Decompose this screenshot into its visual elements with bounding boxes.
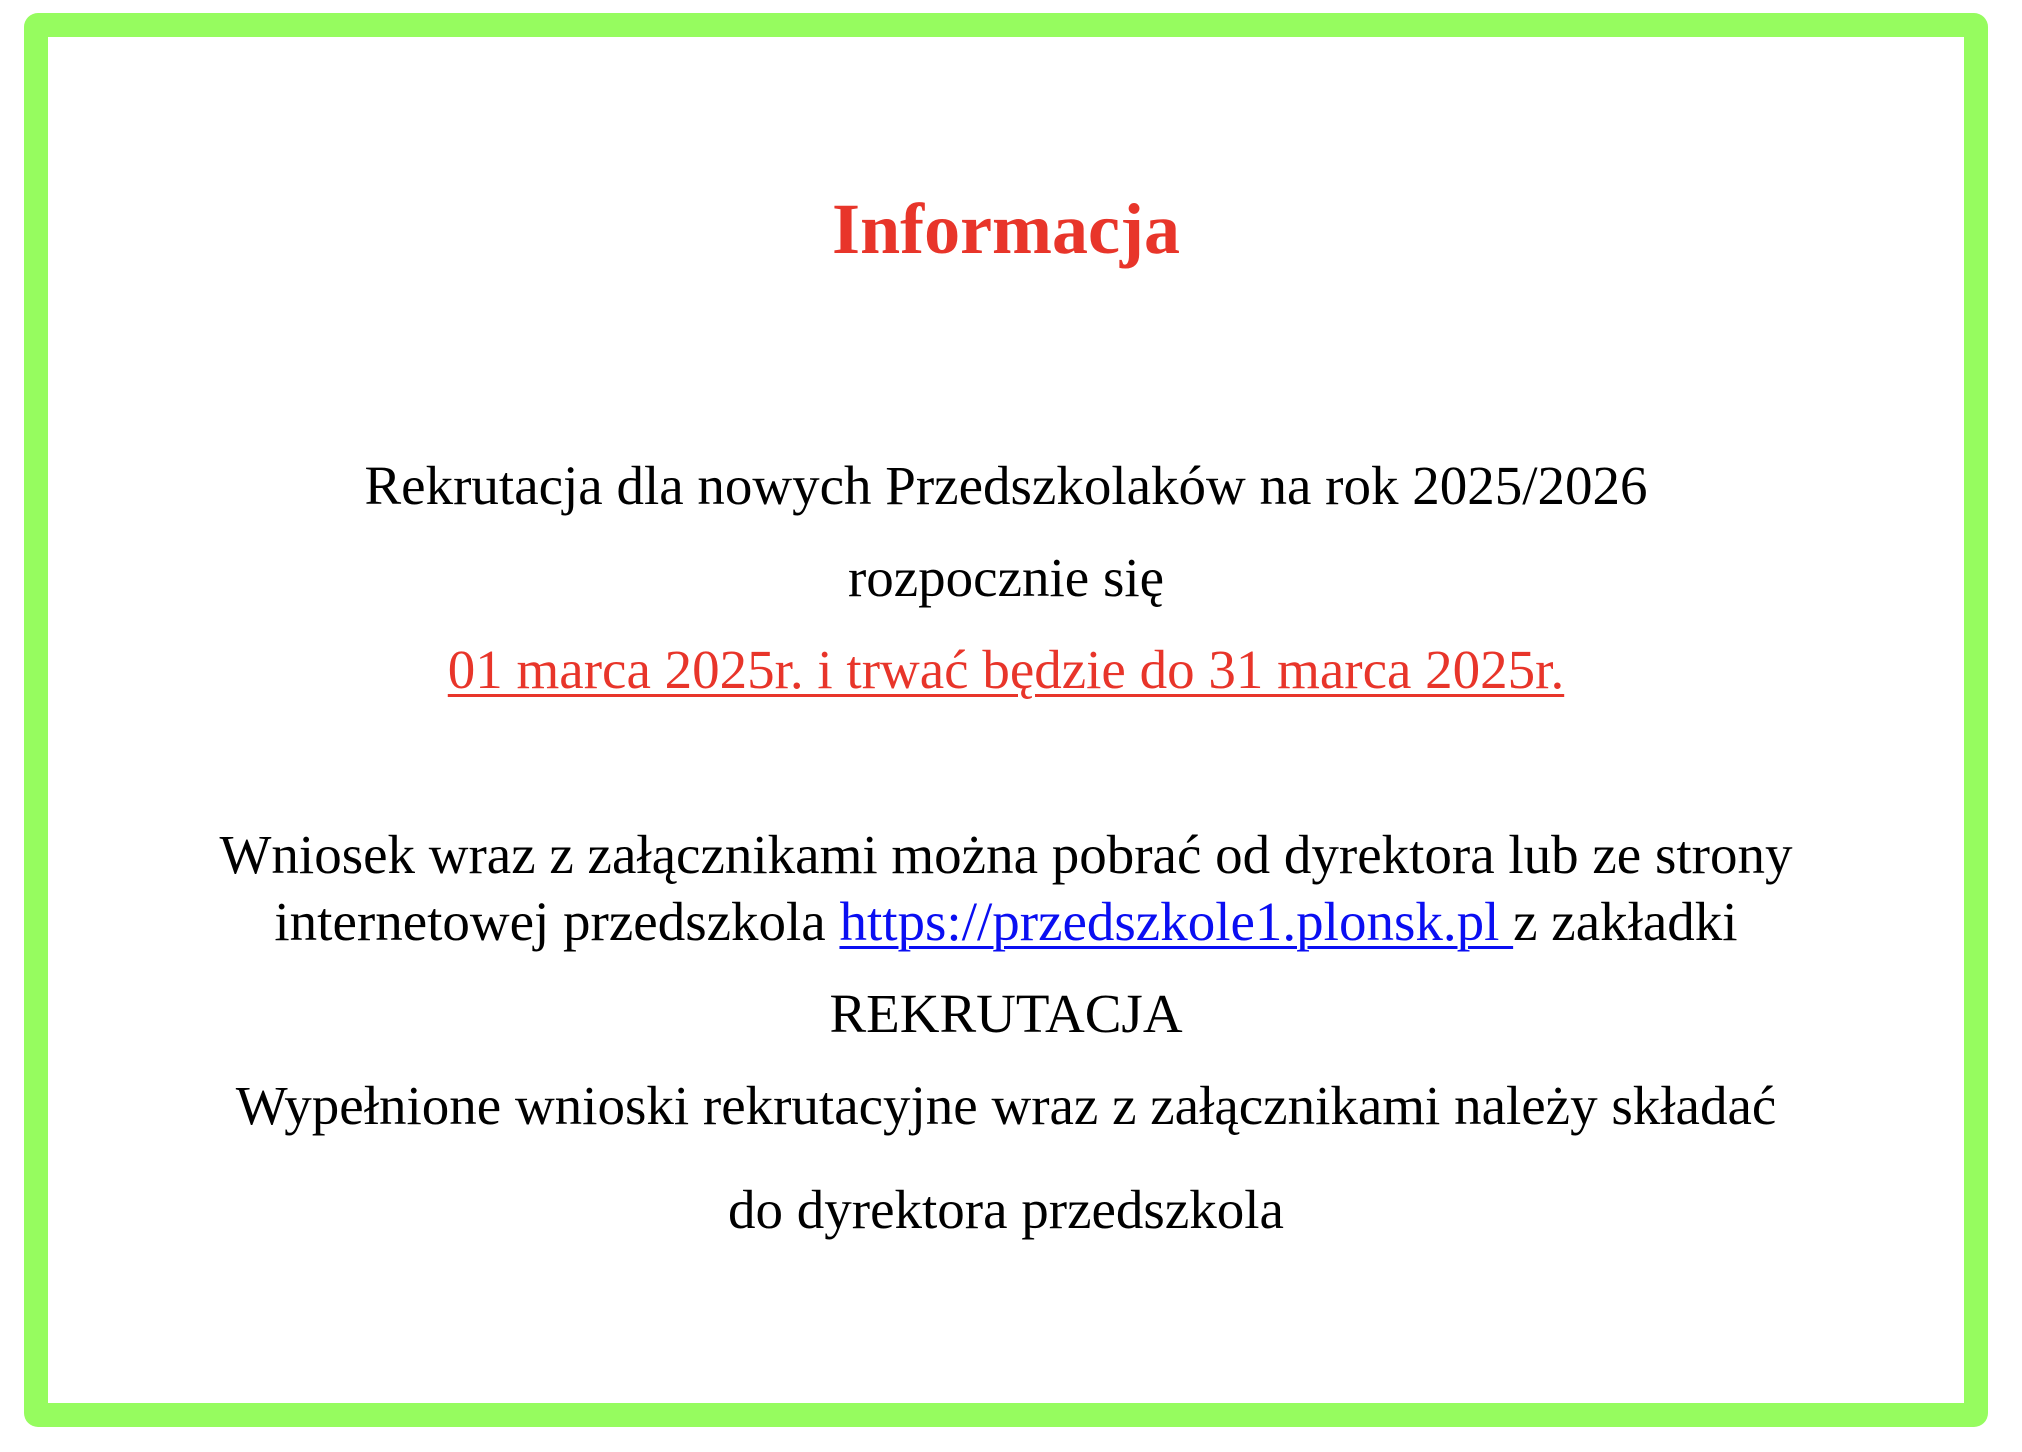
recruitment-dates: 01 marca 2025r. i trwać będzie do 31 marca 2025r. (447, 639, 1565, 700)
notice-frame (24, 13, 1988, 1427)
submission-line: Wypełnione wnioski rekrutacyjne wraz z załącznikami należy składać (235, 1075, 1777, 1136)
recruitment-tab-name: REKRUTACJA (829, 983, 1183, 1044)
website-line-suffix: z zakładki (1513, 891, 1738, 952)
application-line: Wniosek wraz z załącznikami można pobrać od dyrektora lub ze strony (219, 824, 1793, 885)
dates-line (48, 637, 1964, 703)
website-line (48, 889, 1964, 955)
notice-title: Informacja (832, 189, 1180, 269)
start-line: rozpocznie się (847, 547, 1165, 608)
submission-line-end: do dyrektora przedszkola (728, 1179, 1284, 1240)
kindergarten-website-link[interactable]: https://przedszkole1.plonsk.pl (839, 891, 1514, 952)
website-line-prefix: internetowej przedszkola (274, 891, 840, 952)
recruitment-line: Rekrutacja dla nowych Przedszkolaków na rok 2025/2026 (364, 455, 1648, 516)
